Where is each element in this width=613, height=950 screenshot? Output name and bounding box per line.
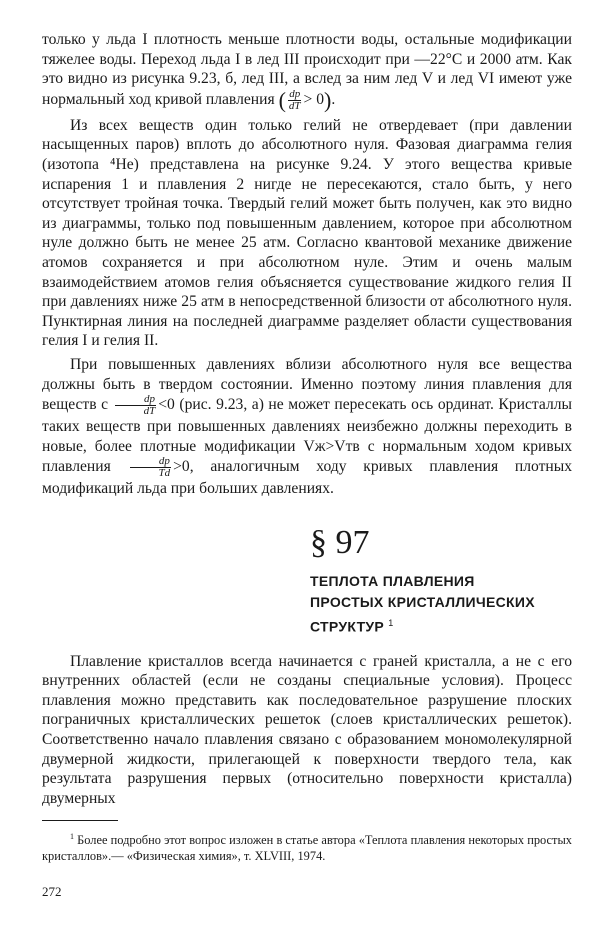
- fraction-dp-Td: $\frac{dp}{Td}$: [130, 456, 172, 479]
- open-paren: (: [278, 87, 286, 113]
- document-page: [42, 30, 572, 900]
- page-number: 272: [42, 884, 62, 900]
- footnote: $^1$ Более подробно этот вопрос изложен в статье автора «Теплота плавления некоторых простых кристаллов».— «Физическая химия», т. XLVIII, 1974.: [42, 832, 572, 864]
- footnote-divider: [42, 820, 118, 821]
- paragraph-ice-modifications: только у льда I плотность меньше плотности воды, остальные модификации тяжелее воды. Переход льда I в лед III происходит при —22°C и 2000 атм. Как это видно из рисунка 9.23, б, лед III, а вслед за ним лед V и лед VI имеют уже нормальный ход кривой плавления ( $\frac{dp}{dT}$ > 0).: [42, 31, 572, 113]
- section-number: § 97: [310, 523, 370, 561]
- paragraph-melling-crystals: Плавление кристаллов всегда начинается с граней кристалла, а не с его внутренних областей (если не созданы специальные условия). Процесс плавления можно представить как последовательное разрушение плоских пограничных кристаллических решеток (слоев кристаллических решеток). Соответственно начало плавления связано с образованием мономолекулярной двумерной жидкости, прилегающей к поверхности твердого тела, как результата разрушения первых (относительно поверхности кристалла) двумерных: [42, 652, 572, 807]
- section-title-line2: ПРОСТЫХ КРИСТАЛЛИЧЕСКИХ: [310, 593, 535, 610]
- paragraph-text: только у льда I плотность меньше плотности воды, остальные модификации тяжелее воды. Переход льда I в лед III происходит при —22°C и 2000 атм. Как это видно из рисунка 9.23, б, лед III, а вслед за ним лед V и лед VI имеют уже нормальный ход кривой плавления: [42, 31, 572, 108]
- paragraph-helium: Из всех веществ один только гелий не отвердевает (при давлении насыщенных паров) вплоть до абсолютного нуля. Фазовая диаграмма гелия (изотопа ⁴He) представлена на рисунке 9.24. У этого вещества кривые испарения 1 и плавления 2 нигде не пересекаются, стало быть, у него отсутствует тройная точка. Твердый гелий может быть получен, как это видно из диаграммы, только под повышенным давлением, которое при абсолютном нуле должно быть не менее 25 атм. Согласно квантовой механике движение атомов сохраняется и при абсолютном нуле. Этим и очень малым взаимодействием атомов гелия объясняется существование жидкого гелия II при давлениях ниже 25 атм в непосредственной близости от абсолютного нуля. Пунктирная линия на последней диаграмме разделяет области существования гелия I и гелия II.: [42, 116, 572, 350]
- section-title-line3: СТРУКТУР $^1$: [310, 617, 394, 635]
- section-title-line1: ТЕПЛОТА ПЛАВЛЕНИЯ: [310, 572, 475, 589]
- section-heading: [310, 523, 572, 638]
- paragraph-high-pressure: При повышенных давлениях вблизи абсолютного нуля все вещества должны быть в твердом состоянии. Именно поэтому линия плавления для веществ с $\frac{dp}{dT}$ <0 (рис. 9.23, а) не может пересекать ось ординат. Кристаллы таких веществ при повышенных давлениях неизбежно должны переходить в новые, более плотные модификации Vж>Vтв с нормальным ходом кривых плавления $\frac{dp}{Td}$ >0, аналогичным ходу кривых плавления плотных модификаций льда при больших давлениях.: [42, 355, 573, 498]
- fraction-dp-dT: $\frac{dp}{dT}$: [288, 87, 301, 112]
- footnote-marker[interactable]: 1: [388, 617, 394, 628]
- close-paren: ): [324, 87, 332, 113]
- fraction-dp-dT-2: $\frac{dp}{dT}$: [115, 394, 157, 417]
- inequality: > 0: [303, 90, 325, 108]
